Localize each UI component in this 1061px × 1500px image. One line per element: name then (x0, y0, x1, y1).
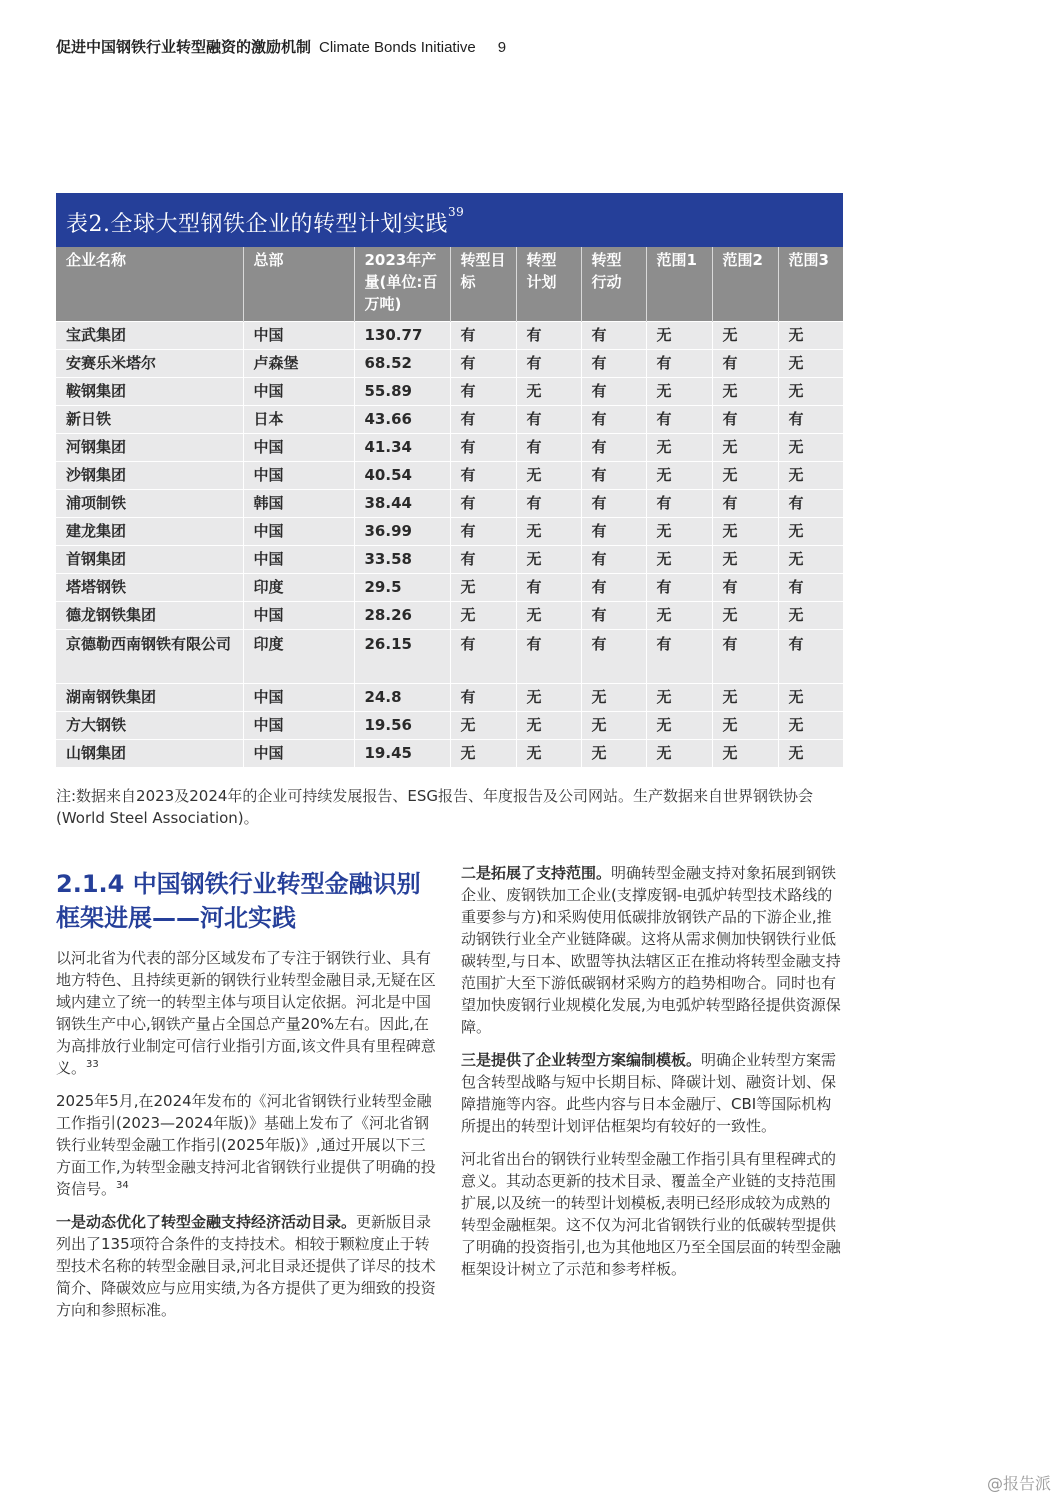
table-cell: 有 (581, 630, 646, 684)
table-cell: 有 (450, 490, 516, 518)
column-header: 转型计划 (516, 247, 581, 322)
table-cell: 浦项制铁 (56, 490, 243, 518)
table-cell: 有 (450, 518, 516, 546)
table-cell: 有 (581, 546, 646, 574)
table-cell: 有 (450, 350, 516, 378)
table-cell: 有 (450, 406, 516, 434)
paragraph: 河北省出台的钢铁行业转型金融工作指引具有里程碑式的意义。其动态更新的技术目录、覆盖全产业链的支持范围扩展,以及统一的转型计划模板,表明已经形成较为成熟的转型金融框架。这不仅为河北省钢铁行业的低碳转型提供了明确的投资指引,也为其他地区乃至全国层面的转型金融框架设计树立了示范和参考样板。 (461, 1150, 841, 1278)
table-cell: 无 (778, 546, 843, 574)
table-cell: 无 (646, 602, 712, 630)
table-cell: 无 (581, 712, 646, 740)
table-cell: 中国 (243, 712, 354, 740)
table-cell: 中国 (243, 602, 354, 630)
table-cell: 有 (516, 406, 581, 434)
table-cell: 无 (646, 518, 712, 546)
table-row (56, 602, 843, 630)
table-title-ref: 39 (448, 205, 465, 219)
table-cell: 无 (712, 434, 778, 462)
table-cell: 中国 (243, 684, 354, 712)
table-cell: 无 (646, 546, 712, 574)
table-cell: 无 (516, 518, 581, 546)
table-cell: 无 (450, 740, 516, 768)
table-cell: 有 (646, 406, 712, 434)
table-cell: 建龙集团 (56, 518, 243, 546)
table-cell: 有 (450, 462, 516, 490)
paragraph: 三是提供了企业转型方案编制模板。明确企业转型方案需包含转型战略与短中长期目标、降碳计划、融资计划、保障措施等内容。此些内容与日本金融厅、CBI等国际机构所提出的转型计划评估框架均有较好的一致性。 (461, 1051, 837, 1135)
table-cell: 有 (712, 630, 778, 684)
table-cell: 55.89 (354, 378, 450, 406)
table-cell: 无 (516, 378, 581, 406)
table-cell: 有 (516, 434, 581, 462)
table-cell: 有 (581, 490, 646, 518)
table-cell: 41.34 (354, 434, 450, 462)
table-cell: 有 (450, 378, 516, 406)
table-row (56, 350, 843, 378)
table-row (56, 490, 843, 518)
table-cell: 无 (516, 740, 581, 768)
table-cell: 有 (646, 490, 712, 518)
table-cell: 有 (581, 462, 646, 490)
table-cell: 无 (778, 322, 843, 350)
table-cell: 有 (450, 684, 516, 712)
table-row (56, 462, 843, 490)
table-cell: 无 (516, 462, 581, 490)
table-header-row (56, 247, 843, 322)
table-cell: 无 (778, 602, 843, 630)
table-cell: 无 (712, 684, 778, 712)
table-cell: 有 (778, 630, 843, 684)
table-cell: 无 (712, 546, 778, 574)
table-title: 表2.全球大型钢铁企业的转型计划实践$^{39}$ (56, 193, 843, 247)
table-cell: 方大钢铁 (56, 712, 243, 740)
table-cell: 有 (581, 574, 646, 602)
table-row (56, 406, 843, 434)
table-cell: 有 (712, 350, 778, 378)
page-number: 9 (497, 39, 507, 56)
table-row (56, 434, 843, 462)
table-cell: 有 (516, 490, 581, 518)
column-header: 总部 (243, 247, 354, 322)
table-cell: 19.45 (354, 740, 450, 768)
paragraph: 一是动态优化了转型金融支持经济活动目录。更新版目录列出了135项符合条件的支持技术。相较于颗粒度止于转型技术名称的转型金融目录,河北目录还提供了详尽的技术简介、降碳效应与应用实绩,为各方提供了更为细致的投资方向和参照标准。 (56, 1213, 436, 1319)
table-cell: 有 (450, 546, 516, 574)
table-cell: 有 (581, 406, 646, 434)
table-cell: 有 (581, 518, 646, 546)
table-cell: 卢森堡 (243, 350, 354, 378)
table-cell: 有 (646, 350, 712, 378)
table-cell: 无 (778, 462, 843, 490)
table-cell: 无 (712, 322, 778, 350)
table-cell: 无 (581, 684, 646, 712)
table-cell: 无 (581, 740, 646, 768)
table-cell: 无 (778, 684, 843, 712)
table-cell: 无 (778, 350, 843, 378)
column-header: 范围1 (646, 247, 712, 322)
table-cell: 36.99 (354, 518, 450, 546)
table-row (56, 574, 843, 602)
table-cell: 中国 (243, 378, 354, 406)
table-cell: 26.15 (354, 630, 450, 684)
table-cell: 中国 (243, 434, 354, 462)
column-header: 范围2 (712, 247, 778, 322)
table-row (56, 630, 843, 684)
watermark: @报告派 (986, 1474, 1051, 1493)
table-cell: 有 (516, 574, 581, 602)
paragraph: 2025年5月,在2024年发布的《河北省钢铁行业转型金融工作指引(2023—2024年版)》基础上发布了《河北省钢铁行业转型金融工作指引(2025年版)》,通过开展以下三方面工作,为转型金融支持河北省钢铁行业提供了明确的投资信号。$^{34}$ (56, 1092, 436, 1198)
table-cell: 印度 (243, 574, 354, 602)
table-cell: 有 (712, 490, 778, 518)
page-header (56, 36, 506, 57)
table-cell: 中国 (243, 740, 354, 768)
table-cell: 无 (450, 712, 516, 740)
table-cell: 有 (581, 350, 646, 378)
table-cell: 有 (581, 434, 646, 462)
table-row (56, 546, 843, 574)
table-cell: 无 (778, 740, 843, 768)
table-cell: 无 (516, 546, 581, 574)
column-header: 转型行动 (581, 247, 646, 322)
table-cell: 130.77 (354, 322, 450, 350)
table-cell: 安赛乐米塔尔 (56, 350, 243, 378)
table-cell: 有 (646, 630, 712, 684)
table-cell: 有 (450, 630, 516, 684)
table-cell: 德龙钢铁集团 (56, 602, 243, 630)
table-cell: 无 (450, 574, 516, 602)
table-cell: 33.58 (354, 546, 450, 574)
table-cell: 沙钢集团 (56, 462, 243, 490)
table-cell: 有 (778, 574, 843, 602)
company-table (56, 193, 843, 767)
table-cell: 无 (778, 434, 843, 462)
table-cell: 宝武集团 (56, 322, 243, 350)
table-cell: 中国 (243, 546, 354, 574)
table-cell: 无 (646, 434, 712, 462)
table-cell: 有 (516, 322, 581, 350)
transition-plan-table (56, 247, 843, 767)
footnote-ref: 34 (116, 1180, 129, 1191)
table-row (56, 740, 843, 768)
table-cell: 山钢集团 (56, 740, 243, 768)
table-cell: 无 (646, 322, 712, 350)
table-cell: 新日铁 (56, 406, 243, 434)
table-cell: 有 (778, 490, 843, 518)
table-cell: 无 (646, 712, 712, 740)
table-cell: 韩国 (243, 490, 354, 518)
column-header: 转型目标 (450, 247, 516, 322)
table-cell: 68.52 (354, 350, 450, 378)
table-cell: 19.56 (354, 712, 450, 740)
table-note: 注:数据来自2023及2024年的企业可持续发展报告、ESG报告、年度报告及公司网站。生产数据来自世界钢铁协会(World Steel Association)。 (56, 787, 814, 827)
table-cell: 无 (712, 712, 778, 740)
section-title: 2.1.4 中国钢铁行业转型金融识别框架进展——河北实践 (56, 870, 421, 932)
table-cell: 有 (778, 406, 843, 434)
table-cell: 塔塔钢铁 (56, 574, 243, 602)
table-cell: 29.5 (354, 574, 450, 602)
table-row (56, 518, 843, 546)
table-cell: 无 (712, 462, 778, 490)
table-cell: 有 (516, 630, 581, 684)
table-cell: 湖南钢铁集团 (56, 684, 243, 712)
table-row (56, 322, 843, 350)
table-cell: 京德勒西南钢铁有限公司 (56, 630, 243, 684)
table-cell: 无 (646, 378, 712, 406)
table-cell: 43.66 (354, 406, 450, 434)
table-cell: 印度 (243, 630, 354, 684)
table-cell: 中国 (243, 322, 354, 350)
table-cell: 有 (581, 322, 646, 350)
table-cell: 无 (712, 518, 778, 546)
table-cell: 28.26 (354, 602, 450, 630)
table-cell: 中国 (243, 462, 354, 490)
table-cell: 无 (712, 378, 778, 406)
table-cell: 无 (516, 712, 581, 740)
paragraph: 以河北省为代表的部分区域发布了专注于钢铁行业、具有地方特色、且持续更新的钢铁行业转型金融目录,无疑在区域内建立了统一的转型主体与项目认定依据。河北是中国钢铁生产中心,钢铁产量占全国总产量20%左右。因此,在为高排放行业制定可信行业指引方面,该文件具有里程碑意义。$^{33}$ (56, 949, 436, 1077)
table-cell: 有 (712, 574, 778, 602)
table-cell: 无 (646, 462, 712, 490)
table-cell: 无 (516, 602, 581, 630)
footnote-ref: 33 (86, 1059, 99, 1070)
table-cell: 无 (712, 602, 778, 630)
table-cell: 河钢集团 (56, 434, 243, 462)
table-cell: 无 (712, 740, 778, 768)
table-cell: 无 (778, 712, 843, 740)
column-header: 2023年产量(单位:百万吨) (354, 247, 450, 322)
table-cell: 无 (646, 740, 712, 768)
report-title: 促进中国钢铁行业转型融资的激励机制 (56, 38, 312, 56)
right-column (461, 862, 843, 1291)
paragraph: 二是拓展了支持范围。明确转型金融支持对象拓展到钢铁企业、废钢铁加工企业(支撑废钢-电弧炉转型技术路线的重要参与方)和采购使用低碳排放钢铁产品的下游企业,推动钢铁行业全产业链降碳。这将从需求侧加快钢铁行业低碳转型,与日本、欧盟等执法辖区正在推动将转型金融支持范围扩大至下游低碳钢材采购方的趋势相吻合。同时也有望加快废钢行业规模化发展,为电弧炉转型路径提供资源保障。 (461, 864, 841, 1036)
table-cell: 有 (450, 322, 516, 350)
table-body (56, 322, 843, 768)
table-cell: 有 (646, 574, 712, 602)
table-cell: 无 (516, 684, 581, 712)
column-header: 范围3 (778, 247, 843, 322)
table-cell: 有 (516, 350, 581, 378)
table-cell: 日本 (243, 406, 354, 434)
table-cell: 无 (450, 602, 516, 630)
table-cell: 有 (581, 378, 646, 406)
table-cell: 有 (450, 434, 516, 462)
org-name: Climate Bonds Initiative (319, 39, 476, 56)
table-cell: 38.44 (354, 490, 450, 518)
table-cell: 无 (646, 684, 712, 712)
table-cell: 首钢集团 (56, 546, 243, 574)
table-cell: 无 (778, 518, 843, 546)
table-row (56, 684, 843, 712)
table-cell: 鞍钢集团 (56, 378, 243, 406)
column-header: 企业名称 (56, 247, 243, 322)
table-cell: 24.8 (354, 684, 450, 712)
table-row (56, 378, 843, 406)
table-cell: 40.54 (354, 462, 450, 490)
left-column (56, 867, 439, 1332)
table-cell: 中国 (243, 518, 354, 546)
table-row (56, 712, 843, 740)
table-cell: 有 (712, 406, 778, 434)
table-cell: 无 (778, 378, 843, 406)
table-cell: 有 (581, 602, 646, 630)
